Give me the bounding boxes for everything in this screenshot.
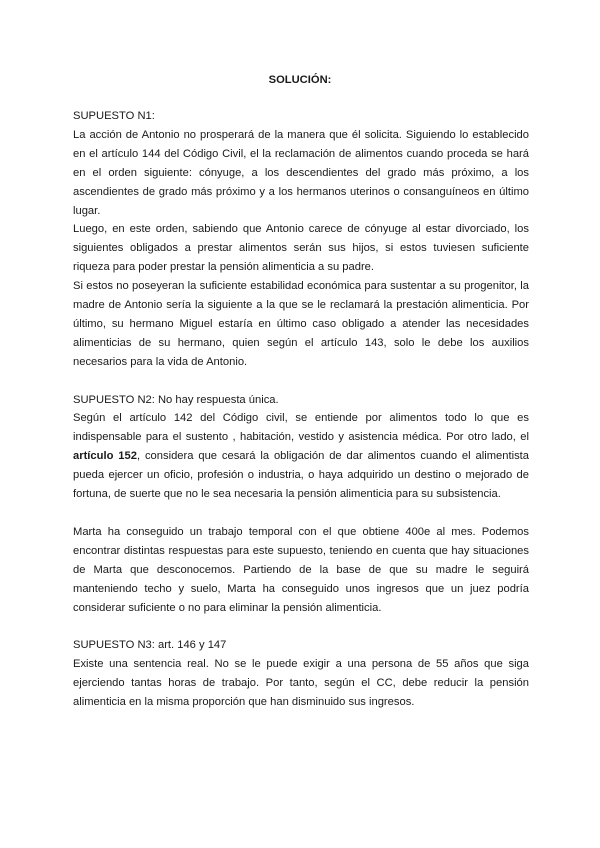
supuesto-2-paragraph-1-end: , considera que cesará la obligación de dar alimentos cuando el alimentista pueda ejercer un oficio, profesión o industria, o haya adquirido un destino o mejorado de fortuna, de suerte que no le sea necesaria la pensión alimenticia para su subsistencia. — [73, 450, 529, 501]
supuesto-2-paragraph-2: Marta ha conseguido un trabajo temporal con el que obtiene 400e al mes. Podemos encontrar distintas respuestas para este supuesto, teniendo en cuenta que hay situaciones de Marta que desconocemos. Partiendo de la base de que su madre le seguirá manteniendo techo y suelo, Marta ha conseguido unos ingresos que un juez podría considerar suficiente o no para eliminar la pensión alimenticia. — [73, 525, 529, 614]
supuesto-2-heading: SUPUESTO N2: No hay respuesta única. — [73, 393, 279, 406]
supuesto-1-paragraph-1: La acción de Antonio no prosperará de la manera que él solicita. Siguiendo lo establecido en el artículo 144 del Código Civil, el la reclamación de alimentos cuando proceda se hará en el orden siguiente: cónyuge, a los descendientes del grado más próximo, a los ascendientes de grado más próximo y a los hermanos uterinos o consanguíneos en último lugar. — [73, 128, 529, 217]
document-body — [73, 107, 529, 712]
supuesto-1-heading: SUPUESTO N1: — [73, 110, 155, 122]
section-spacer — [73, 372, 529, 391]
supuesto-1-paragraph-3: Si estos no poseyeran la suficiente estabilidad económica para sustentar a su progenitor, la madre de Antonio sería la siguiente a la que se le reclamará la prestación alimenticia. Por último, su hermano Miguel estaría en último caso obligado a atender las necesidades alimenticias de su hermano, quien según el artículo 143, solo le debe los auxilios necesarios para la vida de Antonio. — [73, 280, 529, 368]
page-title: SOLUCIÓN: — [268, 74, 332, 86]
supuesto-3-paragraph-1: Existe una sentencia real. No se le puede exigir a una persona de 55 años que siga ejerciendo tantas horas de trabajo. Por tanto, según el CC, debe reducir la pensión alimenticia en la misma proporción que han disminuido sus ingresos. — [73, 658, 529, 709]
articulo-152-emphasis: artículo 152 — [73, 450, 137, 463]
supuesto-2-paragraph-1 — [73, 409, 529, 504]
supuesto-3-heading: SUPUESTO N3: art. 146 y 147 — [73, 639, 227, 652]
supuesto-1-paragraph-2: Luego, en este orden, sabiendo que Antonio carece de cónyuge al estar divorciado, los siguientes obligados a prestar alimentos serán sus hijos, si estos tuviesen suficiente riqueza para poder prestar la pensión alimenticia a su padre. — [73, 223, 529, 274]
section-spacer — [73, 617, 529, 636]
paragraph-spacer — [73, 504, 529, 523]
supuesto-2-paragraph-1-start: Según el artículo 142 del Código civil, se entiende por alimentos todo lo que es indispensable para el sustento , habitación, vestido y asistencia médica. Por otro lado, el — [73, 412, 529, 444]
